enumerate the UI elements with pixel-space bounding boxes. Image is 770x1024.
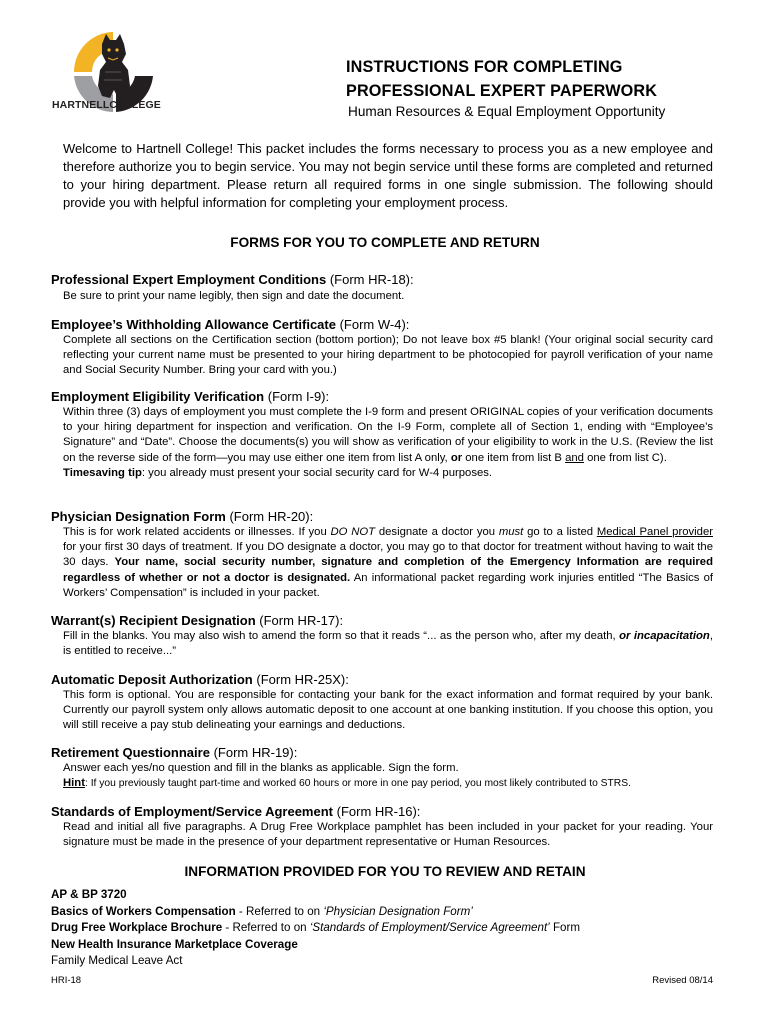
- hr20-text-d: for your first 30 days of treatment. If you DO designate a doctor, you may go to that doctor for treatment without having to wait the 30 days.: [63, 541, 713, 569]
- section-title-w4: [51, 317, 409, 332]
- form-name: Automatic Deposit Authorization: [51, 672, 253, 687]
- hint-label: Hint: [63, 777, 85, 790]
- info-item-fmla: [51, 953, 580, 970]
- hr20-text-b: designate a doctor you: [375, 526, 499, 538]
- footer-revision: Revised 08/14: [652, 975, 713, 986]
- drug-free-suffix: Form: [549, 921, 581, 935]
- timesaving-tip-text: : you already must present your social security card for W-4 purposes.: [141, 466, 493, 479]
- section-body-w4: Complete all sections on the Certification section (bottom portion); Do not leave box #5 blank! (Your original social security card reflecting your current name must be presented to your hiring department to be photocopied for payroll verification of your name and Social Security Number. Bring your card with you.): [63, 334, 713, 377]
- info-item-health-insurance: [51, 937, 580, 954]
- section-body-hr17: [63, 629, 713, 659]
- form-name: Physician Designation Form: [51, 509, 226, 524]
- info-item-ap-bp: [51, 887, 580, 904]
- hr20-must: must: [498, 526, 524, 538]
- section-title-hr19: [51, 745, 297, 760]
- hr20-text-e: An informational packet regarding work injuries entitled “The Basics of Workers’ Compensation” is included in your packet.: [63, 571, 713, 599]
- form-name: Professional Expert Employment Conditions: [51, 272, 327, 287]
- form-name: Employment Eligibility Verification: [51, 389, 265, 404]
- ap-bp-label: AP & BP 3720: [51, 888, 127, 901]
- medical-panel-provider: Medical Panel provider: [596, 526, 713, 538]
- hr17-text-a: Fill in the blanks. You may also wish to amend the form so that it reads “... as the person who, after my death,: [63, 630, 620, 642]
- drug-free-label: Drug Free Workplace Brochure: [51, 921, 223, 935]
- form-number: (Form HR-20):: [229, 509, 314, 524]
- section-title-hr17: [51, 613, 343, 628]
- section-title-hr16: [51, 804, 420, 819]
- info-item-workers-comp: [51, 904, 580, 921]
- form-number: (Form HR-16):: [336, 804, 421, 819]
- college-name: HARTNELLCOLLEGE: [52, 99, 161, 111]
- section-body-i9: [63, 405, 713, 481]
- i9-text-b: one item from list B: [462, 451, 566, 464]
- i9-or: or: [450, 451, 463, 464]
- form-number: (Form HR-18):: [329, 272, 414, 287]
- section-body-hr16: Read and initial all five paragraphs. A Drug Free Workplace pamphlet has been included in your packet for your reading. Your signature must be made in the presence of your department representative or Human Resources.: [63, 821, 713, 849]
- workers-comp-label: Basics of Workers Compensation: [51, 904, 236, 918]
- form-number: (Form HR-17):: [259, 613, 344, 628]
- form-name: Employee’s Withholding Allowance Certificate: [51, 317, 336, 332]
- form-number: (Form W-4):: [339, 317, 410, 332]
- section-body-hr19: [63, 761, 713, 791]
- section-title-hr25x: [51, 672, 349, 687]
- hr20-text-a: This is for work related accidents or illnesses. If you: [63, 526, 331, 538]
- form-number: (Form HR-19):: [213, 745, 298, 760]
- title-line-2: PROFESSIONAL EXPERT PAPERWORK: [346, 82, 658, 100]
- workers-comp-form: ‘Physician Designation Form’: [323, 904, 473, 918]
- section-title-i9: [51, 389, 329, 404]
- forms-heading: FORMS FOR YOU TO COMPLETE AND RETURN: [230, 235, 540, 250]
- section-title-hr20: [51, 509, 313, 524]
- info-heading: INFORMATION PROVIDED FOR YOU TO REVIEW AND RETAIN: [184, 864, 586, 879]
- title-line-1: INSTRUCTIONS FOR COMPLETING: [346, 58, 623, 76]
- form-number: (Form I-9):: [267, 389, 330, 404]
- fmla-label: Family Medical Leave Act: [51, 954, 183, 968]
- intro-paragraph: Welcome to Hartnell College! This packet includes the forms necessary to process you as a new employee and therefore authorize you to begin service. You may not begin service until these forms are completed and returned to your hiring department. Please return all required forms in one single submission. The following should provide you with helpful information for completing your employment process.: [63, 141, 713, 210]
- form-name: Retirement Questionnaire: [51, 745, 210, 760]
- section-title-hr18: [51, 272, 414, 287]
- hint-text: : If you previously taught part-time and worked 60 hours or more in one pay period, you most likely contributed to STRS.: [84, 778, 631, 790]
- form-name: Warrant(s) Recipient Designation: [51, 613, 256, 628]
- hr20-text-c: go to a listed: [523, 526, 597, 538]
- drug-free-ref: - Referred to on: [222, 921, 310, 935]
- footer-form-id: HRI-18: [51, 975, 82, 986]
- health-insurance-label: New Health Insurance Marketplace Coverage: [51, 937, 298, 951]
- timesaving-tip-label: Timesaving tip: [63, 466, 142, 479]
- section-body-hr18: Be sure to print your name legibly, then sign and date the document.: [63, 290, 405, 302]
- i9-text-c: one from list C).: [583, 451, 667, 464]
- drug-free-form: ‘Standards of Employment/Service Agreement’: [309, 921, 550, 935]
- form-number: (Form HR-25X):: [256, 672, 349, 687]
- i9-and: and: [565, 451, 584, 464]
- hr20-required-notice: Your name, social security number, signature and completion of the Emergency Information are required regardless of whether or not a doctor is designated.: [63, 556, 713, 584]
- workers-comp-ref: - Referred to on: [235, 904, 324, 918]
- section-body-hr20: [63, 525, 713, 601]
- hr17-or-incapacitation: or incapacitation: [619, 630, 710, 642]
- info-list: [51, 887, 580, 970]
- hr19-text: Answer each yes/no question and fill in the blanks as applicable. Sign the form.: [63, 762, 459, 774]
- panther-icon: [98, 34, 130, 98]
- info-item-drug-free: [51, 920, 580, 937]
- department-subtitle: Human Resources & Equal Employment Opportunity: [348, 104, 666, 119]
- form-name: Standards of Employment/Service Agreement: [51, 804, 333, 819]
- i9-text-a: Within three (3) days of employment you must complete the I-9 form and present ORIGINAL copies of your verification documents to your hiring department for inspection and verification. On the I-9 Form, complete all of Section 1, ending with “Employee’s Signature” and “Date”. Choose the documents(s) you will show as verification of your eligibility to work in the U.S. (Review the list on the reverse side of the form—you may use either one item from list A only,: [63, 406, 713, 464]
- section-body-hr25x: This form is optional. You are responsible for contacting your bank for the exact information and format required by your bank. Currently our payroll system only allows automatic deposit to one account at one banking institution. If you choose this option, you will still receive a pay stub delineating your earnings and deductions.: [63, 689, 713, 732]
- page-title: [346, 55, 657, 103]
- hr17-text-b: , is entitled to receive...”: [63, 630, 713, 658]
- hr20-do-not: DO NOT: [330, 526, 376, 538]
